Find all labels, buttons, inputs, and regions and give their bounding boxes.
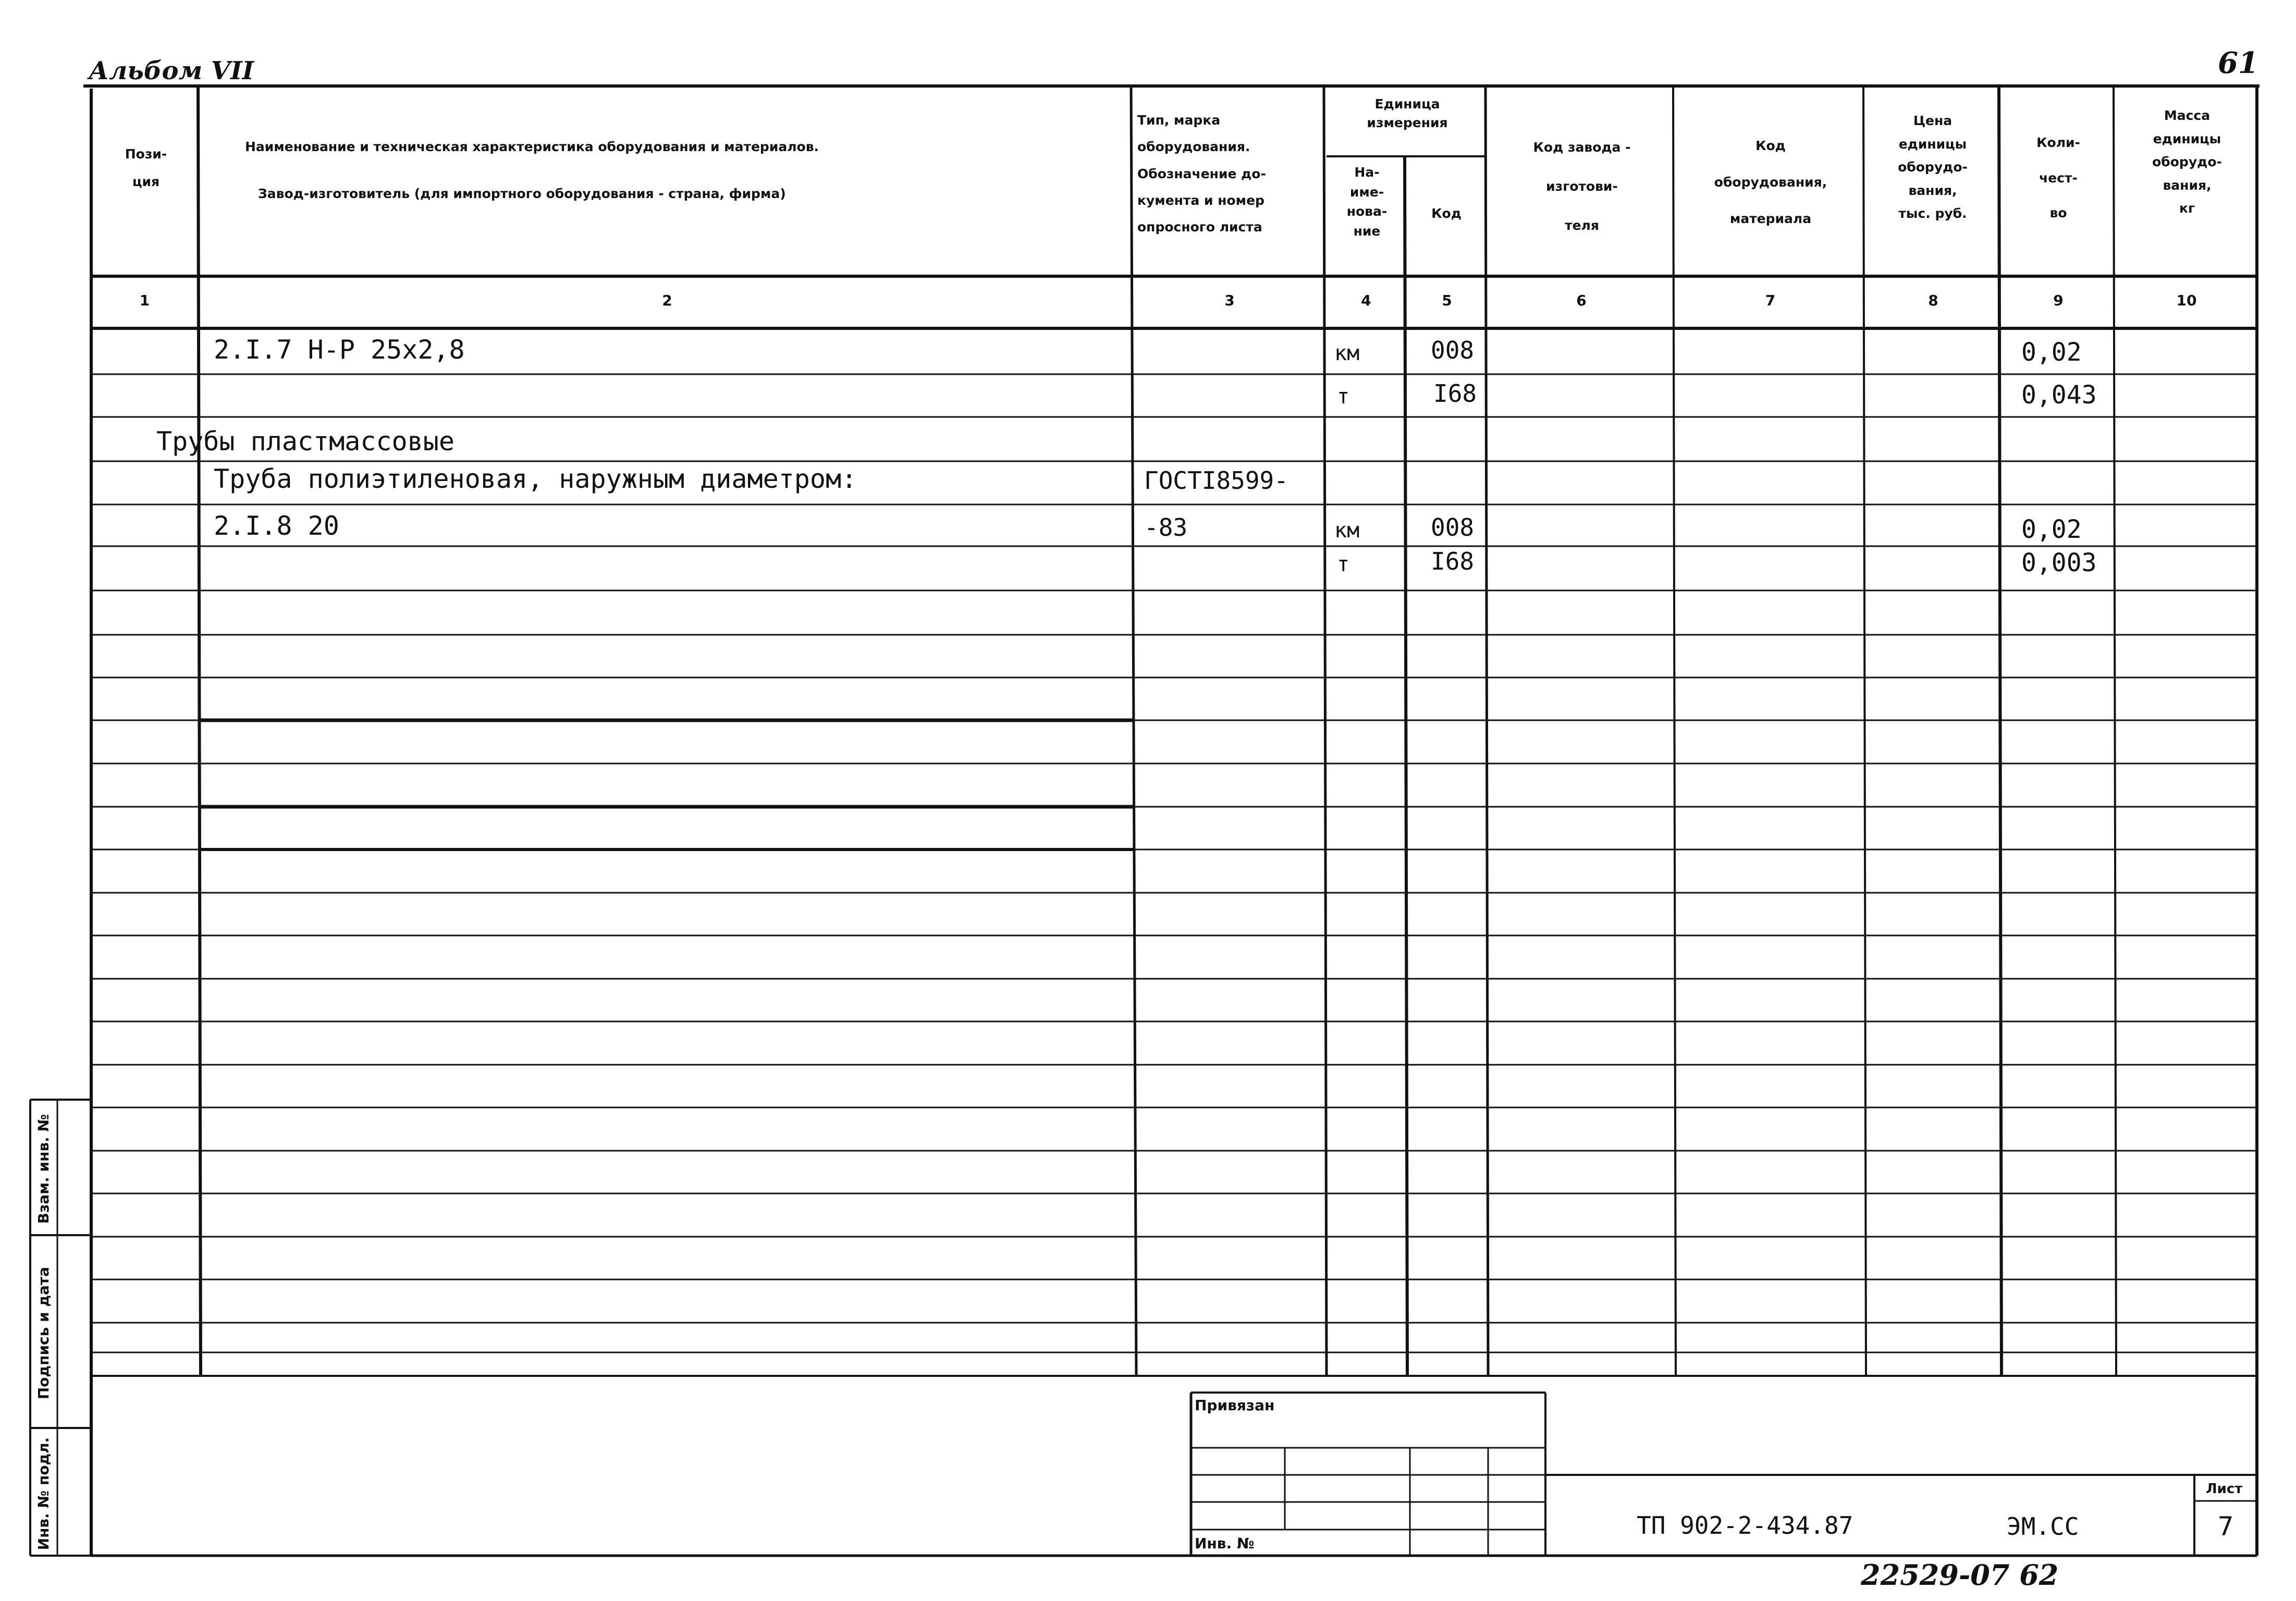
column-number-5: 5 bbox=[1442, 292, 1452, 309]
table-row-type: -83 bbox=[1144, 513, 1188, 541]
stamp-doc-code: ТП 902-2-434.87 bbox=[1637, 1511, 1853, 1540]
column-number-10: 10 bbox=[2176, 292, 2197, 309]
table-row-unit: т bbox=[1337, 552, 1350, 576]
header-type-mark: Тип, марка оборудования. Обозначение до- кумента и номер опросного листа bbox=[1137, 113, 1266, 235]
table-row-type: ГОСТI8599- bbox=[1144, 466, 1288, 495]
table-row-unit: км bbox=[1334, 519, 1360, 543]
table-row-qty: 0,02 bbox=[2021, 338, 2082, 367]
header-name-line2: Завод-изготовитель (для импортного оборудования - страна, фирма) bbox=[258, 186, 786, 201]
header-name-line1: Наименование и техническая характеристика оборудования и материалов. bbox=[245, 139, 819, 154]
stamp-sheet-number: 7 bbox=[2218, 1511, 2234, 1542]
side-stamp-inv-podl: Инв. № подл. bbox=[35, 1437, 52, 1550]
header-factory-code: Код завода - изготови- теля bbox=[1533, 140, 1631, 233]
bottom-handwritten-numbers: 22529-07 62 bbox=[1861, 1558, 2059, 1592]
stamp-privyazan: Привязан bbox=[1195, 1397, 1275, 1414]
header-equipment-code: Код оборудования, материала bbox=[1714, 138, 1827, 226]
table-row-qty: 0,02 bbox=[2021, 515, 2082, 544]
column-number-1: 1 bbox=[139, 292, 150, 309]
header-unit-name: На- име- нова- ние bbox=[1346, 165, 1388, 239]
table-row-code: 008 bbox=[1431, 513, 1475, 541]
table-row-unit: км bbox=[1334, 341, 1360, 365]
column-number-7: 7 bbox=[1765, 292, 1776, 309]
page-corner-number: 61 bbox=[2218, 46, 2258, 80]
header-unit-price: Цена единицы оборудо- вания, тыс. руб. bbox=[1898, 113, 1968, 221]
column-number-3: 3 bbox=[1224, 292, 1235, 309]
stamp-inv-no: Инв. № bbox=[1195, 1535, 1255, 1552]
table-row-qty: 0,003 bbox=[2021, 548, 2097, 577]
header-quantity: Коли- чест- во bbox=[2036, 135, 2080, 220]
column-number-8: 8 bbox=[1928, 292, 1938, 309]
header-position: Пози- ция bbox=[125, 146, 167, 189]
album-label: Альбом VII bbox=[89, 56, 254, 85]
stamp-sheet-label: Лист bbox=[2206, 1481, 2243, 1497]
table-row-name: Трубы пластмассовые bbox=[156, 426, 455, 457]
column-number-4: 4 bbox=[1361, 292, 1371, 309]
table-row-code: I68 bbox=[1431, 547, 1475, 575]
column-number-6: 6 bbox=[1576, 292, 1587, 309]
table-row-qty: 0,043 bbox=[2021, 380, 2097, 410]
header-unit-code: Код bbox=[1431, 206, 1462, 221]
side-stamp-vzam-inv: Взам. инв. № bbox=[35, 1114, 52, 1224]
table-row-unit: т bbox=[1337, 385, 1350, 409]
table-row-code: 008 bbox=[1431, 336, 1475, 364]
stamp-doc-mark: ЭМ.СС bbox=[2007, 1512, 2079, 1541]
table-row-name: Труба полиэтиленовая, наружным диаметром: bbox=[214, 464, 857, 494]
table-row-code: I68 bbox=[1433, 379, 1477, 408]
header-unit-group: Единица измерения bbox=[1367, 96, 1448, 131]
column-number-9: 9 bbox=[2053, 292, 2064, 309]
header-unit-mass: Масса единицы оборудо- вания, кг bbox=[2152, 108, 2222, 216]
side-stamp-signature-date: Подпись и дата bbox=[35, 1266, 52, 1400]
table-row-name: 2.I.8 20 bbox=[214, 511, 339, 541]
table-row-name: 2.I.7 H-P 25x2,8 bbox=[214, 335, 465, 365]
column-number-2: 2 bbox=[662, 292, 672, 309]
